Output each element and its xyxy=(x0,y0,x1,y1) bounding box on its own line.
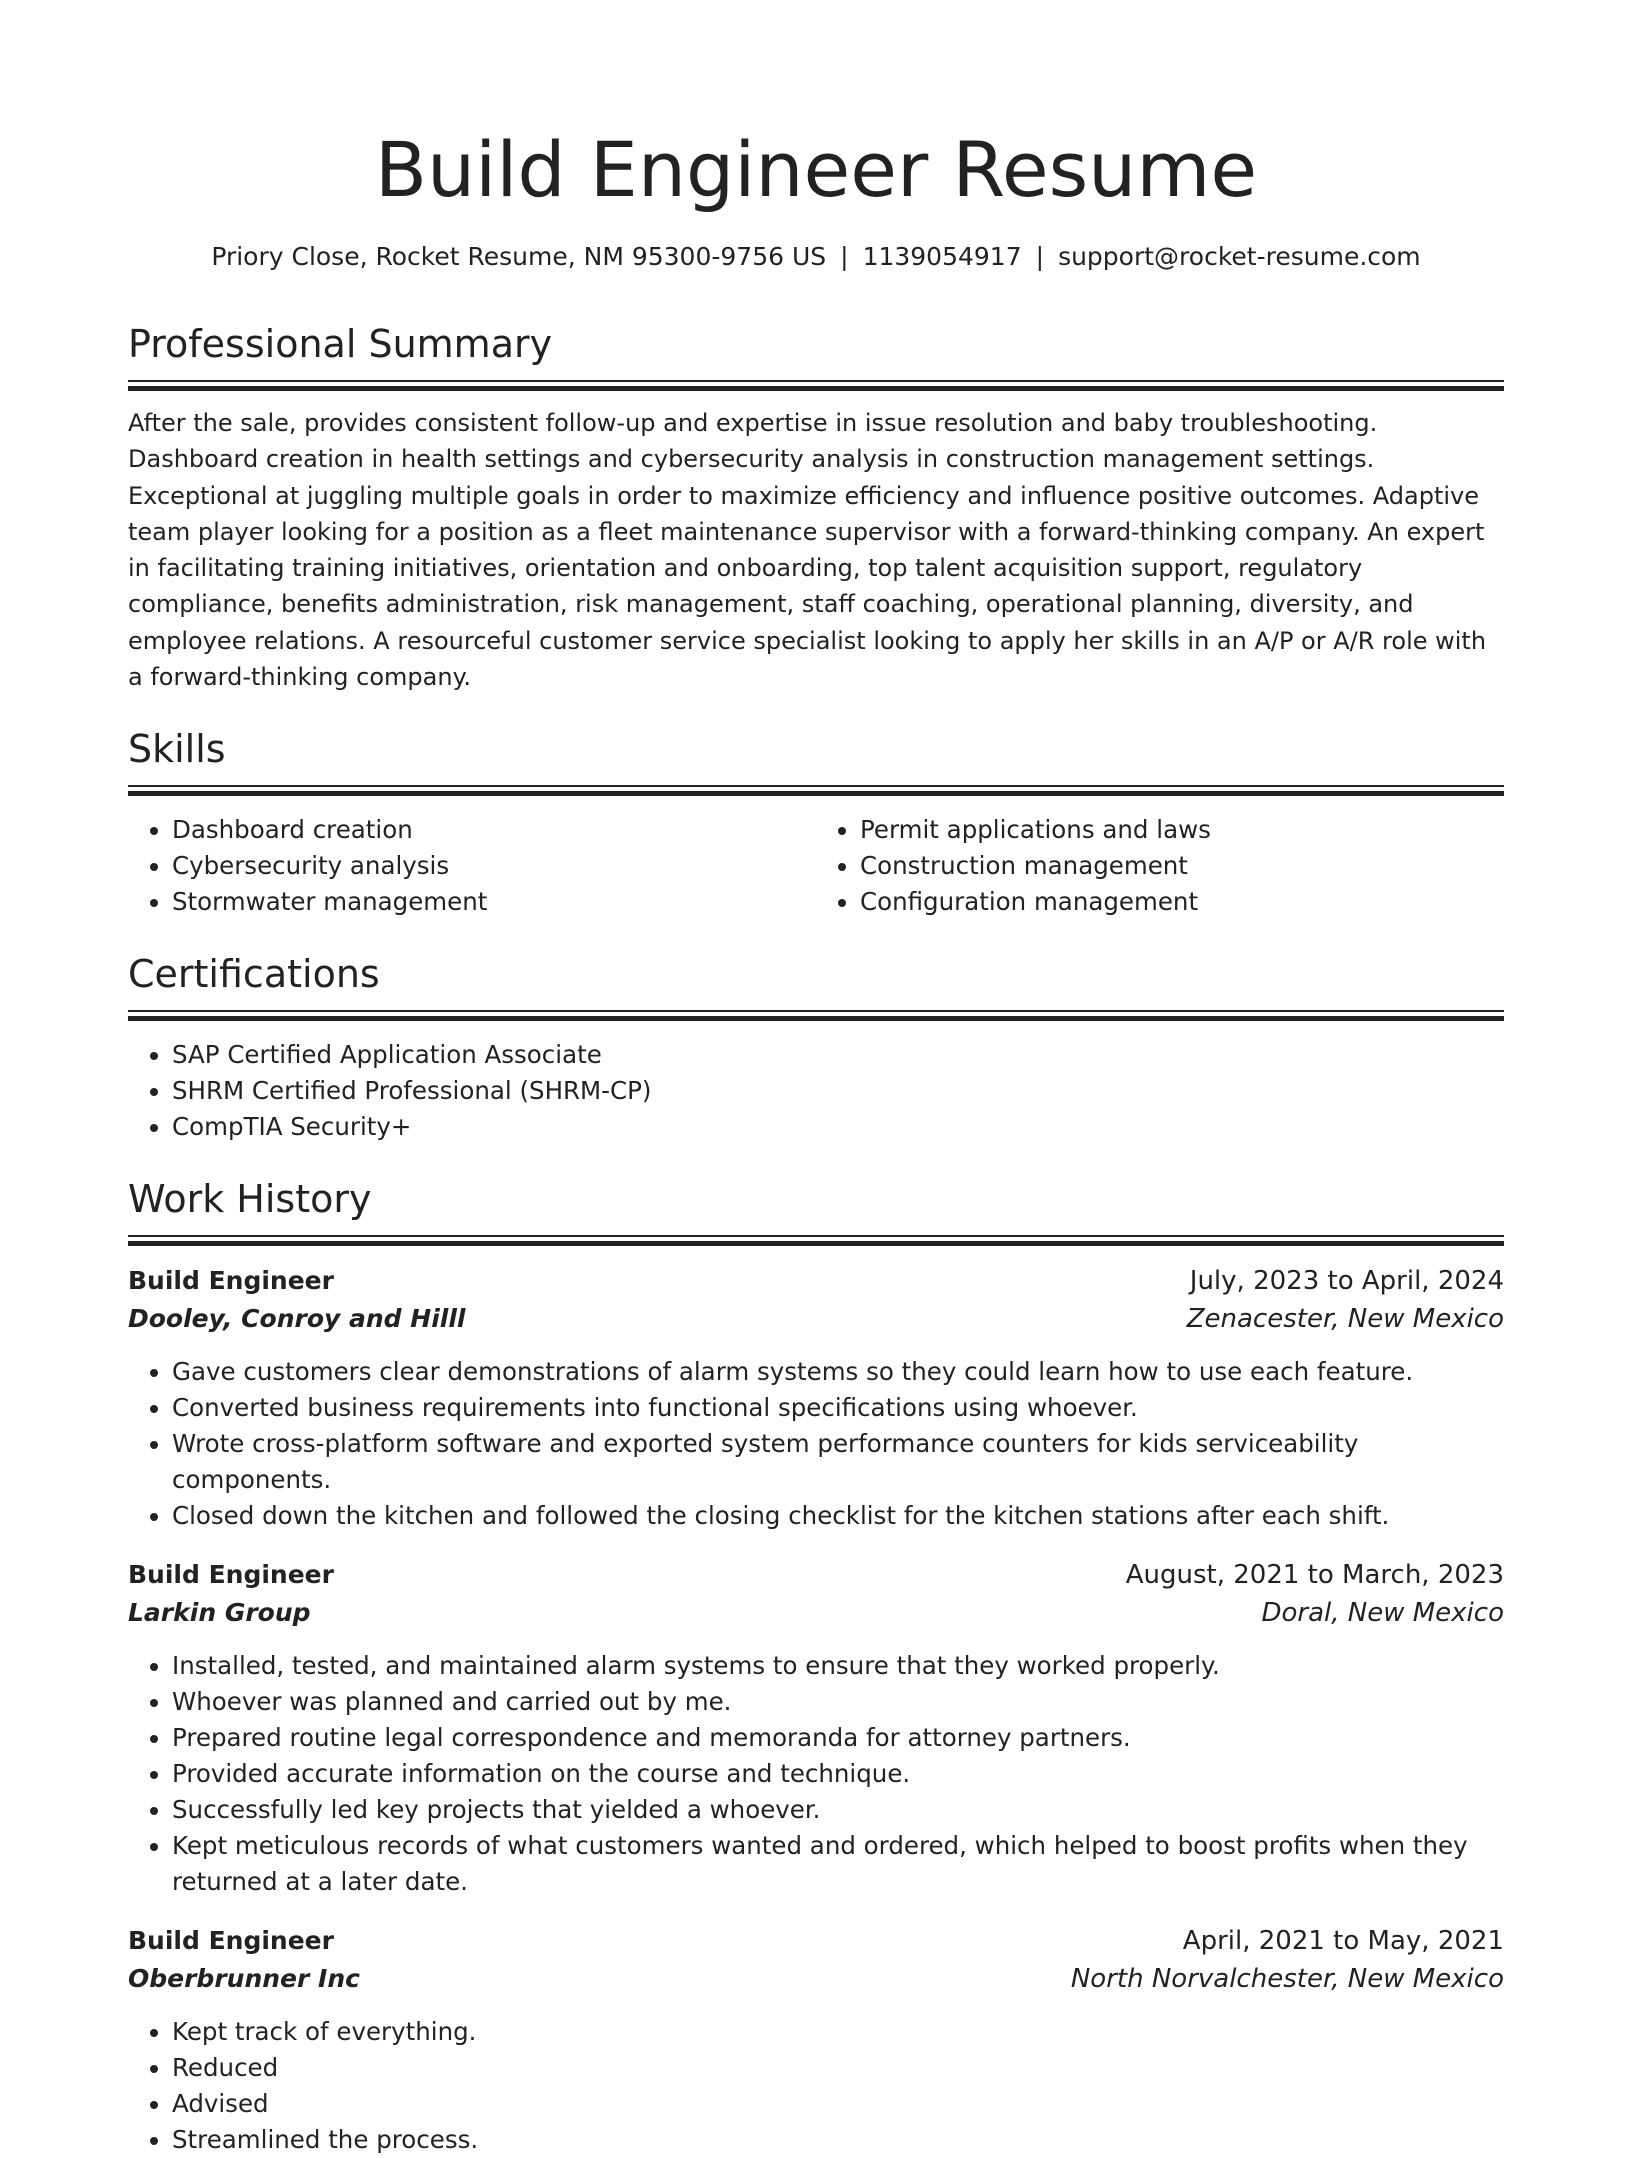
job-title: Build Engineer xyxy=(128,1926,334,1956)
section-title-work-history: Work History xyxy=(128,1177,372,1222)
job-company-row xyxy=(128,1594,1504,1632)
job-bullet: • Closed down the kitchen and followed the closing checklist for the kitchen stations after each shift. xyxy=(172,1498,1504,1534)
skill-item: • Stormwater management xyxy=(172,884,816,920)
section-divider xyxy=(128,380,1504,391)
job-bullet: • Prepared routine legal correspondence and memoranda for attorney partners. xyxy=(172,1720,1504,1756)
job-title: Build Engineer xyxy=(128,1560,334,1590)
job-bullet: • Reduced xyxy=(172,2050,1504,2086)
job-bullets xyxy=(128,1354,1504,1534)
job-company-row xyxy=(128,1300,1504,1338)
contact-separator: | xyxy=(1035,242,1045,271)
job-bullet: • Gave customers clear demonstrations of alarm systems so they could learn how to use each feature. xyxy=(172,1354,1504,1390)
work-section-header xyxy=(128,1175,1504,1246)
job-header-row xyxy=(128,1262,1504,1300)
job-dates: July, 2023 to April, 2024 xyxy=(1189,1266,1504,1297)
job-bullet: • Wrote cross-platform software and exported system performance counters for kids serviceability components. xyxy=(172,1426,1504,1498)
job-location: Zenacester, New Mexico xyxy=(1186,1304,1504,1335)
job-location: Doral, New Mexico xyxy=(1261,1598,1504,1629)
certification-item: • SHRM Certified Professional (SHRM-CP) xyxy=(172,1073,1504,1109)
job-dates: April, 2021 to May, 2021 xyxy=(1182,1926,1504,1957)
section-divider xyxy=(128,1010,1504,1021)
skill-item: • Dashboard creation xyxy=(172,812,816,848)
contact-address: Priory Close, Rocket Resume, NM 95300-9756 US xyxy=(211,242,827,271)
skills-list-right xyxy=(816,812,1504,920)
section-title-certifications: Certifications xyxy=(128,952,380,997)
contact-separator: | xyxy=(840,242,849,271)
contact-phone: 1139054917 xyxy=(862,242,1022,271)
job-bullet: • Installed, tested, and maintained alarm systems to ensure that they worked properly. xyxy=(172,1648,1504,1684)
skill-item: • Permit applications and laws xyxy=(860,812,1504,848)
section-divider xyxy=(128,1235,1504,1246)
skills-columns xyxy=(128,812,1504,920)
skill-item: • Configuration management xyxy=(860,884,1504,920)
job-company-row xyxy=(128,1960,1504,1998)
job-bullet: • Converted business requirements into functional specifications using whoever. xyxy=(172,1390,1504,1426)
contact-line xyxy=(128,240,1504,274)
certifications-section-header xyxy=(128,950,1504,1021)
section-title-summary: Professional Summary xyxy=(128,322,553,366)
job-location: North Norvalchester, New Mexico xyxy=(1070,1964,1504,1995)
job-title: Build Engineer xyxy=(128,1266,334,1296)
job-company: Oberbrunner Inc xyxy=(128,1964,360,1994)
certifications-list xyxy=(128,1037,1504,1145)
summary-text: After the sale, provides consistent follow-up and expertise in issue resolution and baby troubleshooting. Dashboard creation in health settings and cybersecurity analysis in construction management settings. Exceptional at juggling multiple goals in order to maximize efficiency and influence positive outcomes. Adaptive team player looking for a position as a fleet maintenance supervisor with a forward-thinking company. An expert in facilitating training initiatives, orientation and onboarding, top talent acquisition support, regulatory compliance, benefits administration, risk management, staff coaching, operational planning, diversity, and employee relations. A resourceful customer service specialist looking to apply her skills in an A/P or A/R role with a forward-thinking company. xyxy=(128,409,1487,692)
skill-item: • Construction management xyxy=(860,848,1504,884)
job-entry xyxy=(128,1556,1504,1900)
job-bullet: • Kept track of everything. xyxy=(172,2014,1504,2050)
skills-list-left xyxy=(128,812,816,920)
skills-section-header xyxy=(128,725,1504,796)
summary-section-header xyxy=(128,320,1504,391)
job-dates: August, 2021 to March, 2023 xyxy=(1125,1560,1504,1591)
certification-item: • SAP Certified Application Associate xyxy=(172,1037,1504,1073)
section-title-skills: Skills xyxy=(128,727,226,772)
job-bullet: • Provided accurate information on the course and technique. xyxy=(172,1756,1504,1792)
job-entry xyxy=(128,1262,1504,1534)
job-bullet: • Whoever was planned and carried out by me. xyxy=(172,1684,1504,1720)
job-entry xyxy=(128,1922,1504,2158)
job-company: Larkin Group xyxy=(128,1598,311,1628)
contact-email[interactable]: support@rocket-resume.com xyxy=(1058,242,1421,271)
certification-item: • CompTIA Security+ xyxy=(172,1109,1504,1145)
skill-item: • Cybersecurity analysis xyxy=(172,848,816,884)
job-bullets xyxy=(128,2014,1504,2158)
job-header-row xyxy=(128,1556,1504,1594)
job-bullet: • Streamlined the process. xyxy=(172,2122,1504,2158)
job-bullet: • Advised xyxy=(172,2086,1504,2122)
job-bullet: • Successfully led key projects that yielded a whoever. xyxy=(172,1792,1504,1828)
job-bullets xyxy=(128,1648,1504,1900)
resume-title: Build Engineer Resume xyxy=(374,125,1258,214)
job-header-row xyxy=(128,1922,1504,1960)
section-divider xyxy=(128,785,1504,796)
job-company: Dooley, Conroy and Hilll xyxy=(128,1304,466,1334)
job-bullet: • Kept meticulous records of what customers wanted and ordered, which helped to boost profits when they returned at a later date. xyxy=(172,1828,1504,1900)
resume-page xyxy=(128,0,1504,2158)
